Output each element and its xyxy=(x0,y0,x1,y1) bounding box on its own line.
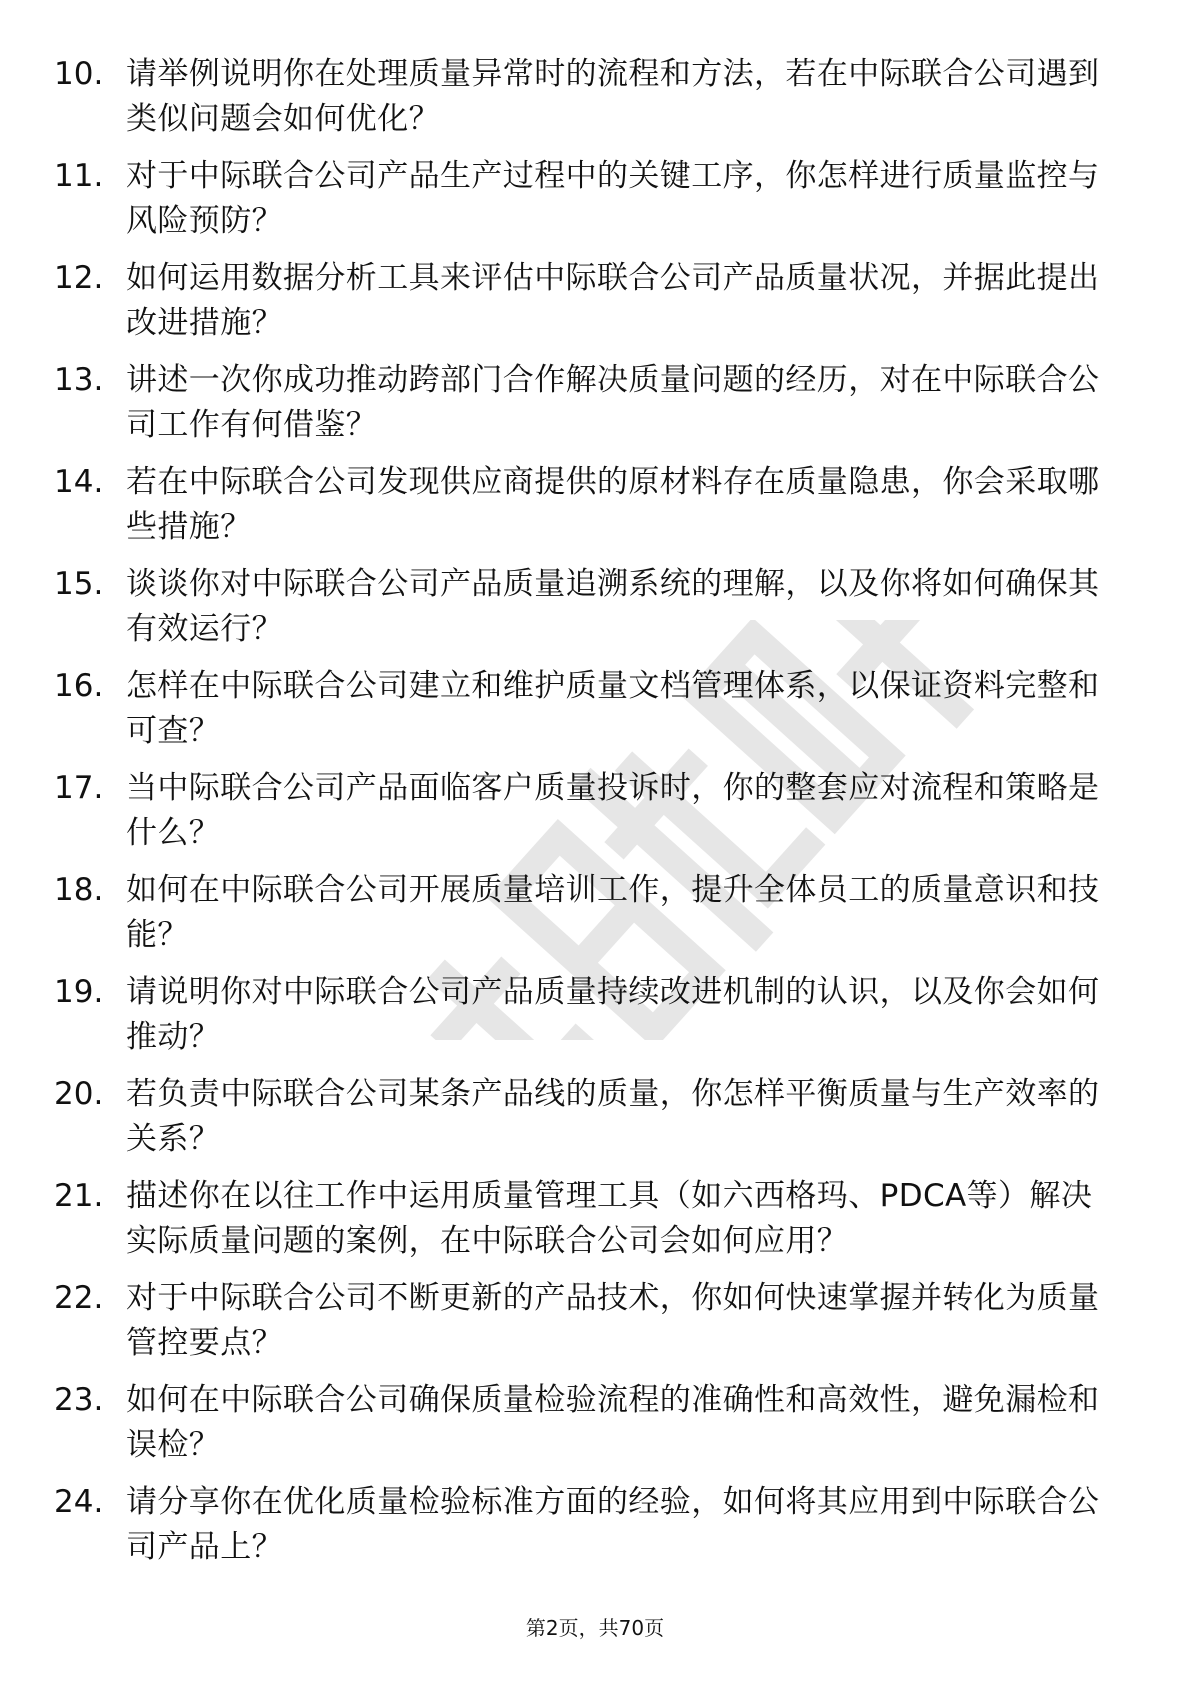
question-text: 描述你在以往工作中运用质量管理工具（如六西格玛、PDCA等）解决实际质量问题的案例，在中际联合公司会如何应用？ xyxy=(126,1178,1093,1259)
question-number: 10. xyxy=(54,56,104,92)
question-number: 14. xyxy=(54,464,104,500)
list-item xyxy=(54,256,1114,358)
question-text: 请说明你对中际联合公司产品质量持续改进机制的认识，以及你会如何推动？ xyxy=(126,974,1100,1055)
question-text: 当中际联合公司产品面临客户质量投诉时，你的整套应对流程和策略是什么？ xyxy=(126,770,1100,851)
question-list xyxy=(54,52,1114,1582)
question-number: 19. xyxy=(54,974,104,1010)
question-text: 如何在中际联合公司开展质量培训工作，提升全体员工的质量意识和技能？ xyxy=(126,872,1100,953)
question-text: 讲述一次你成功推动跨部门合作解决质量问题的经历，对在中际联合公司工作有何借鉴？ xyxy=(126,362,1100,443)
list-item xyxy=(54,52,1114,154)
question-number: 13. xyxy=(54,362,104,398)
list-item xyxy=(54,1072,1114,1174)
question-number: 21. xyxy=(54,1178,104,1214)
question-number: 23. xyxy=(54,1382,104,1418)
question-number: 16. xyxy=(54,668,104,704)
list-item xyxy=(54,1276,1114,1378)
list-item xyxy=(54,154,1114,256)
question-text: 对于中际联合公司产品生产过程中的关键工序，你怎样进行质量监控与风险预防？ xyxy=(126,158,1100,239)
list-item xyxy=(54,1174,1114,1276)
question-number: 24. xyxy=(54,1484,104,1520)
list-item xyxy=(54,868,1114,970)
list-item xyxy=(54,1378,1114,1480)
question-number: 12. xyxy=(54,260,104,296)
question-text: 对于中际联合公司不断更新的产品技术，你如何快速掌握并转化为质量管控要点？ xyxy=(126,1280,1100,1361)
list-item xyxy=(54,562,1114,664)
question-number: 17. xyxy=(54,770,104,806)
question-text: 如何在中际联合公司确保质量检验流程的准确性和高效性，避免漏检和误检？ xyxy=(126,1382,1100,1463)
list-item xyxy=(54,1480,1114,1582)
list-item xyxy=(54,766,1114,868)
question-number: 18. xyxy=(54,872,104,908)
question-number: 22. xyxy=(54,1280,104,1316)
question-text: 如何运用数据分析工具来评估中际联合公司产品质量状况，并据此提出改进措施？ xyxy=(126,260,1100,341)
question-text: 请举例说明你在处理质量异常时的流程和方法，若在中际联合公司遇到类似问题会如何优化？ xyxy=(126,56,1100,137)
question-number: 11. xyxy=(54,158,104,194)
list-item xyxy=(54,664,1114,766)
question-number: 20. xyxy=(54,1076,104,1112)
question-text: 怎样在中际联合公司建立和维护质量文档管理体系，以保证资料完整和可查？ xyxy=(126,668,1100,749)
list-item xyxy=(54,970,1114,1072)
question-text: 谈谈你对中际联合公司产品质量追溯系统的理解，以及你将如何确保其有效运行？ xyxy=(126,566,1100,647)
page-number: 第2页，共70页 xyxy=(525,1616,665,1640)
list-item xyxy=(54,460,1114,562)
question-text: 请分享你在优化质量检验标准方面的经验，如何将其应用到中际联合公司产品上？ xyxy=(126,1484,1100,1565)
question-text: 若负责中际联合公司某条产品线的质量，你怎样平衡质量与生产效率的关系？ xyxy=(126,1076,1100,1157)
question-number: 15. xyxy=(54,566,104,602)
question-text: 若在中际联合公司发现供应商提供的原材料存在质量隐患，你会采取哪些措施？ xyxy=(126,464,1100,545)
list-item xyxy=(54,358,1114,460)
